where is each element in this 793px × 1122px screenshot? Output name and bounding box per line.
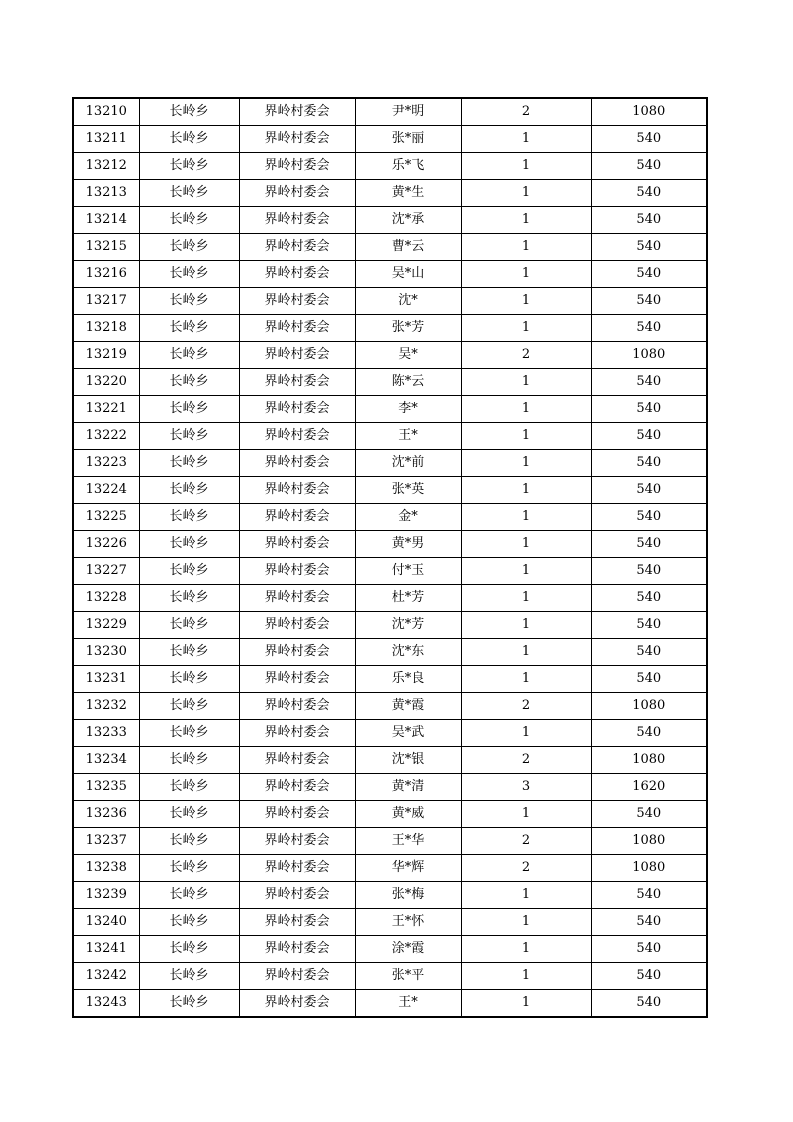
cell-name: 张*梅 <box>355 882 461 909</box>
cell-township: 长岭乡 <box>139 990 239 1018</box>
cell-count: 1 <box>461 720 591 747</box>
cell-count: 1 <box>461 639 591 666</box>
cell-amount: 1080 <box>591 342 707 369</box>
cell-id: 13232 <box>73 693 139 720</box>
cell-township: 长岭乡 <box>139 234 239 261</box>
cell-amount: 540 <box>591 666 707 693</box>
table-row <box>73 936 707 963</box>
table-row <box>73 450 707 477</box>
cell-id: 13242 <box>73 963 139 990</box>
cell-name: 付*玉 <box>355 558 461 585</box>
table-row <box>73 153 707 180</box>
cell-id: 13229 <box>73 612 139 639</box>
cell-count: 2 <box>461 342 591 369</box>
cell-id: 13214 <box>73 207 139 234</box>
table-row <box>73 990 707 1018</box>
subsidy-table <box>72 97 708 1018</box>
cell-committee: 界岭村委会 <box>239 882 355 909</box>
cell-township: 长岭乡 <box>139 98 239 126</box>
cell-amount: 540 <box>591 477 707 504</box>
cell-township: 长岭乡 <box>139 963 239 990</box>
cell-amount: 540 <box>591 180 707 207</box>
cell-township: 长岭乡 <box>139 504 239 531</box>
cell-committee: 界岭村委会 <box>239 639 355 666</box>
cell-name: 沈*银 <box>355 747 461 774</box>
cell-amount: 540 <box>591 801 707 828</box>
cell-township: 长岭乡 <box>139 855 239 882</box>
cell-name: 吴*武 <box>355 720 461 747</box>
cell-count: 1 <box>461 396 591 423</box>
table-row <box>73 747 707 774</box>
cell-amount: 1080 <box>591 98 707 126</box>
cell-count: 1 <box>461 153 591 180</box>
cell-township: 长岭乡 <box>139 936 239 963</box>
cell-township: 长岭乡 <box>139 207 239 234</box>
cell-township: 长岭乡 <box>139 666 239 693</box>
table-row <box>73 828 707 855</box>
cell-count: 1 <box>461 288 591 315</box>
cell-amount: 540 <box>591 963 707 990</box>
cell-id: 13231 <box>73 666 139 693</box>
cell-township: 长岭乡 <box>139 153 239 180</box>
cell-committee: 界岭村委会 <box>239 234 355 261</box>
cell-name: 陈*云 <box>355 369 461 396</box>
cell-name: 王*怀 <box>355 909 461 936</box>
cell-amount: 540 <box>591 369 707 396</box>
cell-id: 13238 <box>73 855 139 882</box>
cell-id: 13228 <box>73 585 139 612</box>
cell-name: 沈*东 <box>355 639 461 666</box>
cell-committee: 界岭村委会 <box>239 98 355 126</box>
table-row <box>73 396 707 423</box>
cell-committee: 界岭村委会 <box>239 909 355 936</box>
cell-id: 13216 <box>73 261 139 288</box>
cell-name: 张*芳 <box>355 315 461 342</box>
cell-committee: 界岭村委会 <box>239 288 355 315</box>
table-row <box>73 666 707 693</box>
cell-committee: 界岭村委会 <box>239 774 355 801</box>
cell-amount: 540 <box>591 720 707 747</box>
cell-township: 长岭乡 <box>139 423 239 450</box>
table-row <box>73 909 707 936</box>
cell-name: 张*丽 <box>355 126 461 153</box>
cell-id: 13222 <box>73 423 139 450</box>
cell-committee: 界岭村委会 <box>239 180 355 207</box>
cell-township: 长岭乡 <box>139 882 239 909</box>
cell-id: 13227 <box>73 558 139 585</box>
cell-township: 长岭乡 <box>139 531 239 558</box>
cell-committee: 界岭村委会 <box>239 747 355 774</box>
cell-count: 1 <box>461 234 591 261</box>
table-row <box>73 180 707 207</box>
cell-name: 黄*威 <box>355 801 461 828</box>
cell-amount: 540 <box>591 936 707 963</box>
table-row <box>73 315 707 342</box>
cell-amount: 540 <box>591 423 707 450</box>
cell-township: 长岭乡 <box>139 747 239 774</box>
cell-name: 王* <box>355 990 461 1018</box>
cell-committee: 界岭村委会 <box>239 558 355 585</box>
table-row <box>73 720 707 747</box>
table-row <box>73 504 707 531</box>
cell-name: 乐*飞 <box>355 153 461 180</box>
cell-committee: 界岭村委会 <box>239 153 355 180</box>
cell-committee: 界岭村委会 <box>239 531 355 558</box>
cell-id: 13241 <box>73 936 139 963</box>
cell-name: 沈*芳 <box>355 612 461 639</box>
cell-count: 1 <box>461 585 591 612</box>
cell-count: 1 <box>461 963 591 990</box>
cell-count: 1 <box>461 423 591 450</box>
cell-amount: 540 <box>591 153 707 180</box>
cell-amount: 540 <box>591 504 707 531</box>
cell-committee: 界岭村委会 <box>239 612 355 639</box>
cell-count: 1 <box>461 369 591 396</box>
cell-name: 曹*云 <box>355 234 461 261</box>
cell-township: 长岭乡 <box>139 774 239 801</box>
table-row <box>73 585 707 612</box>
cell-township: 长岭乡 <box>139 639 239 666</box>
cell-amount: 540 <box>591 288 707 315</box>
cell-committee: 界岭村委会 <box>239 207 355 234</box>
cell-amount: 540 <box>591 990 707 1018</box>
cell-name: 杜*芳 <box>355 585 461 612</box>
cell-name: 尹*明 <box>355 98 461 126</box>
cell-count: 2 <box>461 747 591 774</box>
cell-count: 1 <box>461 126 591 153</box>
cell-id: 13211 <box>73 126 139 153</box>
cell-amount: 540 <box>591 261 707 288</box>
cell-committee: 界岭村委会 <box>239 369 355 396</box>
cell-count: 1 <box>461 909 591 936</box>
cell-amount: 540 <box>591 531 707 558</box>
cell-township: 长岭乡 <box>139 126 239 153</box>
cell-id: 13212 <box>73 153 139 180</box>
cell-id: 13236 <box>73 801 139 828</box>
cell-committee: 界岭村委会 <box>239 315 355 342</box>
cell-name: 黄*生 <box>355 180 461 207</box>
cell-township: 长岭乡 <box>139 828 239 855</box>
table-row <box>73 477 707 504</box>
cell-count: 2 <box>461 828 591 855</box>
cell-id: 13218 <box>73 315 139 342</box>
cell-id: 13210 <box>73 98 139 126</box>
table-row <box>73 234 707 261</box>
cell-township: 长岭乡 <box>139 477 239 504</box>
cell-name: 张*英 <box>355 477 461 504</box>
cell-amount: 540 <box>591 207 707 234</box>
cell-committee: 界岭村委会 <box>239 396 355 423</box>
cell-township: 长岭乡 <box>139 180 239 207</box>
cell-count: 1 <box>461 477 591 504</box>
cell-committee: 界岭村委会 <box>239 936 355 963</box>
cell-id: 13225 <box>73 504 139 531</box>
cell-amount: 540 <box>591 234 707 261</box>
cell-id: 13224 <box>73 477 139 504</box>
table-row <box>73 612 707 639</box>
cell-name: 李* <box>355 396 461 423</box>
table-row <box>73 801 707 828</box>
cell-id: 13223 <box>73 450 139 477</box>
table-row <box>73 126 707 153</box>
cell-name: 黄*男 <box>355 531 461 558</box>
cell-committee: 界岭村委会 <box>239 990 355 1018</box>
table-row <box>73 693 707 720</box>
cell-count: 1 <box>461 990 591 1018</box>
cell-amount: 540 <box>591 612 707 639</box>
cell-name: 乐*良 <box>355 666 461 693</box>
cell-committee: 界岭村委会 <box>239 504 355 531</box>
cell-count: 2 <box>461 693 591 720</box>
cell-amount: 1080 <box>591 855 707 882</box>
cell-amount: 1080 <box>591 828 707 855</box>
table-row <box>73 882 707 909</box>
cell-count: 1 <box>461 882 591 909</box>
cell-committee: 界岭村委会 <box>239 450 355 477</box>
cell-id: 13230 <box>73 639 139 666</box>
cell-count: 1 <box>461 180 591 207</box>
cell-name: 王* <box>355 423 461 450</box>
cell-township: 长岭乡 <box>139 450 239 477</box>
table-row <box>73 774 707 801</box>
cell-id: 13243 <box>73 990 139 1018</box>
cell-committee: 界岭村委会 <box>239 963 355 990</box>
cell-id: 13237 <box>73 828 139 855</box>
table-row <box>73 288 707 315</box>
cell-township: 长岭乡 <box>139 612 239 639</box>
cell-id: 13215 <box>73 234 139 261</box>
cell-id: 13219 <box>73 342 139 369</box>
cell-amount: 540 <box>591 315 707 342</box>
table-row <box>73 342 707 369</box>
cell-count: 1 <box>461 504 591 531</box>
cell-amount: 540 <box>591 450 707 477</box>
cell-committee: 界岭村委会 <box>239 423 355 450</box>
cell-committee: 界岭村委会 <box>239 720 355 747</box>
cell-township: 长岭乡 <box>139 720 239 747</box>
cell-amount: 540 <box>591 585 707 612</box>
cell-township: 长岭乡 <box>139 369 239 396</box>
cell-id: 13217 <box>73 288 139 315</box>
cell-amount: 540 <box>591 126 707 153</box>
cell-committee: 界岭村委会 <box>239 828 355 855</box>
cell-count: 1 <box>461 531 591 558</box>
cell-amount: 540 <box>591 558 707 585</box>
cell-id: 13235 <box>73 774 139 801</box>
table-row <box>73 963 707 990</box>
cell-committee: 界岭村委会 <box>239 666 355 693</box>
cell-township: 长岭乡 <box>139 315 239 342</box>
cell-committee: 界岭村委会 <box>239 801 355 828</box>
cell-name: 张*平 <box>355 963 461 990</box>
cell-name: 涂*霞 <box>355 936 461 963</box>
cell-count: 1 <box>461 558 591 585</box>
cell-committee: 界岭村委会 <box>239 477 355 504</box>
cell-id: 13221 <box>73 396 139 423</box>
cell-committee: 界岭村委会 <box>239 855 355 882</box>
cell-id: 13240 <box>73 909 139 936</box>
cell-township: 长岭乡 <box>139 396 239 423</box>
cell-name: 华*辉 <box>355 855 461 882</box>
cell-id: 13233 <box>73 720 139 747</box>
table-row <box>73 98 707 126</box>
cell-township: 长岭乡 <box>139 558 239 585</box>
cell-name: 黄*霞 <box>355 693 461 720</box>
cell-count: 1 <box>461 801 591 828</box>
table-row <box>73 207 707 234</box>
cell-count: 1 <box>461 666 591 693</box>
cell-name: 沈*承 <box>355 207 461 234</box>
cell-count: 1 <box>461 936 591 963</box>
cell-township: 长岭乡 <box>139 801 239 828</box>
cell-count: 1 <box>461 207 591 234</box>
cell-committee: 界岭村委会 <box>239 585 355 612</box>
cell-committee: 界岭村委会 <box>239 126 355 153</box>
cell-township: 长岭乡 <box>139 288 239 315</box>
table-row <box>73 855 707 882</box>
table-body <box>73 98 707 1017</box>
cell-count: 2 <box>461 855 591 882</box>
table-row <box>73 531 707 558</box>
cell-count: 2 <box>461 98 591 126</box>
table-row <box>73 639 707 666</box>
cell-name: 吴* <box>355 342 461 369</box>
cell-name: 黄*清 <box>355 774 461 801</box>
table-row <box>73 423 707 450</box>
cell-amount: 540 <box>591 396 707 423</box>
cell-township: 长岭乡 <box>139 261 239 288</box>
cell-name: 吴*山 <box>355 261 461 288</box>
cell-amount: 1080 <box>591 747 707 774</box>
cell-township: 长岭乡 <box>139 585 239 612</box>
cell-name: 金* <box>355 504 461 531</box>
cell-amount: 540 <box>591 909 707 936</box>
table-row <box>73 261 707 288</box>
cell-committee: 界岭村委会 <box>239 342 355 369</box>
cell-count: 1 <box>461 315 591 342</box>
cell-count: 1 <box>461 612 591 639</box>
table-row <box>73 558 707 585</box>
cell-id: 13239 <box>73 882 139 909</box>
cell-count: 1 <box>461 450 591 477</box>
cell-committee: 界岭村委会 <box>239 261 355 288</box>
document-table-wrapper <box>72 97 706 1018</box>
cell-name: 王*华 <box>355 828 461 855</box>
cell-name: 沈*前 <box>355 450 461 477</box>
cell-township: 长岭乡 <box>139 693 239 720</box>
cell-id: 13213 <box>73 180 139 207</box>
table-row <box>73 369 707 396</box>
cell-name: 沈* <box>355 288 461 315</box>
cell-township: 长岭乡 <box>139 342 239 369</box>
cell-id: 13220 <box>73 369 139 396</box>
cell-count: 3 <box>461 774 591 801</box>
cell-id: 13226 <box>73 531 139 558</box>
cell-amount: 1620 <box>591 774 707 801</box>
cell-amount: 540 <box>591 639 707 666</box>
cell-committee: 界岭村委会 <box>239 693 355 720</box>
cell-amount: 1080 <box>591 693 707 720</box>
cell-id: 13234 <box>73 747 139 774</box>
cell-amount: 540 <box>591 882 707 909</box>
cell-count: 1 <box>461 261 591 288</box>
cell-township: 长岭乡 <box>139 909 239 936</box>
